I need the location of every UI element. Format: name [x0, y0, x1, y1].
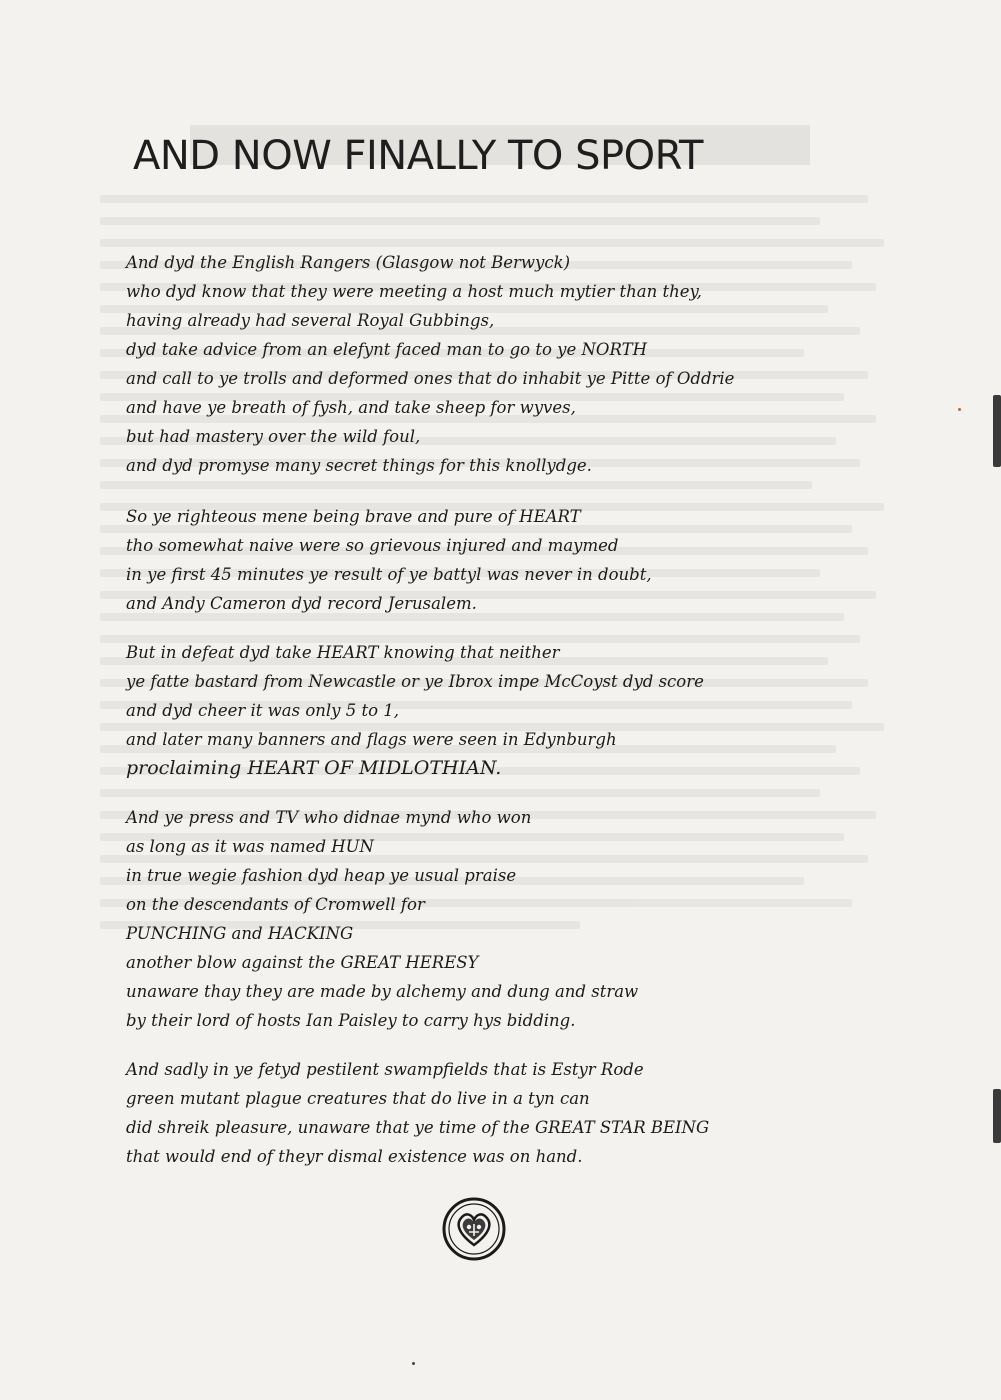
stanza-4	[126, 803, 916, 1035]
poem-line: And dyd the English Rangers (Glasgow not Berwyck)	[126, 253, 571, 272]
poem-line: in ye first 45 minutes ye result of ye battyl was never in doubt,	[126, 565, 652, 584]
poem-line: on the descendants of Cromwell for	[126, 895, 425, 914]
stanza-3	[126, 638, 916, 783]
poem-line: green mutant plague creatures that do live in a tyn can	[126, 1089, 590, 1108]
poem-line: PUNCHING and HACKING	[126, 924, 354, 943]
poem-line: as long as it was named HUN	[126, 837, 374, 856]
paper-speck	[958, 408, 961, 411]
poem-line: and have ye breath of fysh, and take sheep for wyves,	[126, 398, 576, 417]
poem-line: So ye righteous mene being brave and pure of HEART	[126, 507, 581, 526]
poem-line: proclaiming HEART OF MIDLOTHIAN.	[126, 757, 502, 779]
poem-line: having already had several Royal Gubbings,	[126, 311, 495, 330]
poem-line: and call to ye trolls and deformed ones that do inhabit ye Pitte of Oddrie	[126, 369, 735, 388]
page-title: AND NOW FINALLY TO SPORT	[133, 133, 703, 179]
heart-emblem-icon	[441, 1196, 507, 1262]
stanza-5	[126, 1055, 916, 1171]
poem-line: in true wegie fashion dyd heap ye usual praise	[126, 866, 517, 885]
poem-line: but had mastery over the wild foul,	[126, 427, 421, 446]
poem-line: And ye press and TV who didnae mynd who won	[126, 808, 532, 827]
poem-line: and dyd promyse many secret things for this knollydge.	[126, 456, 592, 475]
poem-line: ye fatte bastard from Newcastle or ye Ibrox impe McCoyst dyd score	[126, 672, 704, 691]
poem-line: dyd take advice from an elefynt faced man to go to ye NORTH	[126, 340, 647, 359]
paper-speck	[412, 1362, 415, 1365]
staple	[993, 1089, 1001, 1143]
staple	[993, 395, 1001, 467]
poem-line: that would end of theyr dismal existence was on hand.	[126, 1147, 583, 1166]
poem-line: But in defeat dyd take HEART knowing that neither	[126, 643, 560, 662]
poem-line: who dyd know that they were meeting a host much mytier than they,	[126, 282, 702, 301]
poem-line: unaware thay they are made by alchemy and dung and straw	[126, 982, 639, 1001]
poem-line: another blow against the GREAT HERESY	[126, 953, 479, 972]
poem-line: and Andy Cameron dyd record Jerusalem.	[126, 594, 477, 613]
poem-line: tho somewhat naive were so grievous injured and maymed	[126, 536, 619, 555]
poem	[126, 248, 916, 1171]
stanza-2	[126, 502, 916, 618]
poem-line: and later many banners and flags were seen in Edynburgh	[126, 730, 617, 749]
poem-line: and dyd cheer it was only 5 to 1,	[126, 701, 400, 720]
poem-line: did shreik pleasure, unaware that ye time of the GREAT STAR BEING	[126, 1118, 710, 1137]
stanza-1	[126, 248, 916, 480]
poem-line: And sadly in ye fetyd pestilent swampfields that is Estyr Rode	[126, 1060, 644, 1079]
poem-line: by their lord of hosts Ian Paisley to carry hys bidding.	[126, 1011, 576, 1030]
